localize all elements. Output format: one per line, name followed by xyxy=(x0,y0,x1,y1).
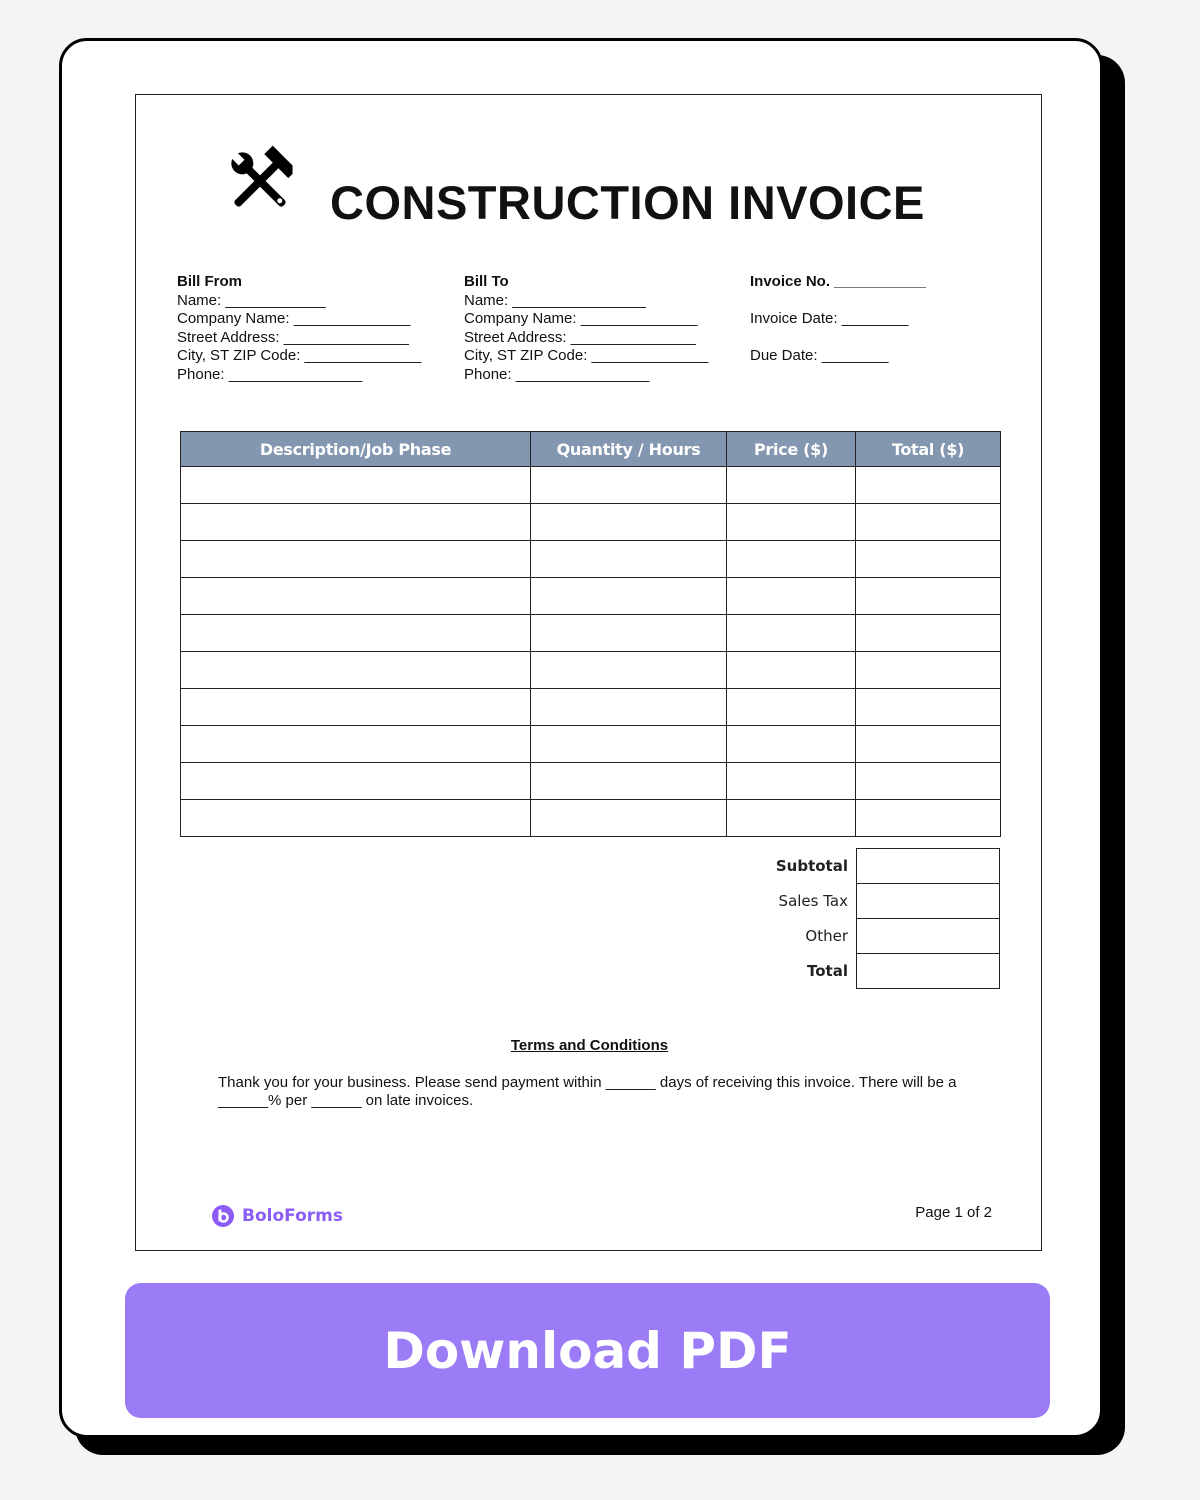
totals-table xyxy=(576,848,1000,989)
due-date: Due Date: ________ xyxy=(750,347,889,364)
bill-from-street: Street Address: _______________ xyxy=(177,328,409,346)
header-description: Description/Job Phase xyxy=(181,432,531,467)
table-cell[interactable] xyxy=(531,504,727,541)
table-cell[interactable] xyxy=(181,541,531,578)
table-cell[interactable] xyxy=(856,763,1001,800)
table-cell[interactable] xyxy=(181,467,531,504)
table-row xyxy=(181,652,1001,689)
table-cell[interactable] xyxy=(181,800,531,837)
table-row xyxy=(181,615,1001,652)
table-row xyxy=(181,504,1001,541)
items-table xyxy=(180,431,1001,837)
table-cell[interactable] xyxy=(856,800,1001,837)
bill-to-name: Name: ________________ xyxy=(464,291,646,309)
table-row xyxy=(181,689,1001,726)
table-cell[interactable] xyxy=(727,800,856,837)
table-cell[interactable] xyxy=(531,763,727,800)
bill-from-company: Company Name: ______________ xyxy=(177,310,411,327)
table-cell[interactable] xyxy=(727,541,856,578)
brand xyxy=(212,1205,343,1227)
table-cell[interactable] xyxy=(531,467,727,504)
table-cell[interactable] xyxy=(856,504,1001,541)
sales-tax-label: Sales Tax xyxy=(778,892,848,910)
invoice-title: CONSTRUCTION INVOICE xyxy=(330,176,925,229)
table-cell[interactable] xyxy=(531,615,727,652)
tools-icon xyxy=(220,143,300,219)
table-row xyxy=(181,578,1001,615)
bill-from-city: City, ST ZIP Code: ______________ xyxy=(177,347,422,364)
table-cell[interactable] xyxy=(856,726,1001,763)
items-header-row xyxy=(181,432,1001,467)
other-row xyxy=(576,919,1000,954)
terms-title: Terms and Conditions xyxy=(510,1037,669,1054)
bill-from-phone: Phone: ________________ xyxy=(177,365,363,383)
table-row xyxy=(181,467,1001,504)
bill-to-street: Street Address: _______________ xyxy=(464,328,696,346)
table-row xyxy=(181,800,1001,837)
table-cell[interactable] xyxy=(531,689,727,726)
table-cell[interactable] xyxy=(531,578,727,615)
table-cell[interactable] xyxy=(531,726,727,763)
table-cell[interactable] xyxy=(727,689,856,726)
boloforms-logo-icon xyxy=(212,1205,234,1227)
header-price: Price ($) xyxy=(727,432,856,467)
bill-to-company: Company Name: ______________ xyxy=(464,310,698,327)
bill-to-heading: Bill To xyxy=(464,273,509,290)
table-cell[interactable] xyxy=(181,504,531,541)
other-label: Other xyxy=(805,927,848,945)
table-cell[interactable] xyxy=(727,726,856,763)
header-total: Total ($) xyxy=(856,432,1001,467)
invoice-date: Invoice Date: ________ xyxy=(750,310,909,327)
other-cell xyxy=(857,919,1000,954)
table-cell[interactable] xyxy=(856,541,1001,578)
page-number: Page 1 of 2 xyxy=(915,1204,992,1221)
header-quantity: Quantity / Hours xyxy=(531,432,727,467)
total-cell xyxy=(857,954,1000,989)
invoice-page xyxy=(135,94,1042,1251)
table-cell[interactable] xyxy=(531,652,727,689)
table-cell[interactable] xyxy=(727,763,856,800)
table-cell[interactable] xyxy=(727,615,856,652)
table-cell[interactable] xyxy=(727,652,856,689)
table-cell[interactable] xyxy=(531,541,727,578)
bill-from-section xyxy=(177,273,421,384)
bill-from-name: Name: ____________ xyxy=(177,291,326,309)
total-row xyxy=(576,954,1000,989)
table-cell[interactable] xyxy=(531,800,727,837)
sales-tax-row xyxy=(576,884,1000,919)
subtotal-row xyxy=(576,849,1000,884)
table-cell[interactable] xyxy=(181,726,531,763)
terms-text: Thank you for your business. Please send payment within ______ days of receiving this invoice. There will be a ______% per ______ on late invoices. xyxy=(218,1074,957,1109)
bill-to-section xyxy=(464,273,708,384)
table-cell[interactable] xyxy=(181,652,531,689)
bill-to-city: City, ST ZIP Code: ______________ xyxy=(464,347,709,364)
items-body xyxy=(181,467,1001,837)
table-cell[interactable] xyxy=(856,652,1001,689)
table-cell[interactable] xyxy=(856,689,1001,726)
invoice-info-section xyxy=(750,273,926,384)
bill-to-phone: Phone: ________________ xyxy=(464,365,650,383)
table-cell[interactable] xyxy=(181,689,531,726)
table-cell[interactable] xyxy=(727,504,856,541)
table-row xyxy=(181,763,1001,800)
table-row xyxy=(181,541,1001,578)
subtotal-cell xyxy=(857,849,1000,884)
download-pdf-button[interactable]: Download PDF xyxy=(125,1283,1050,1418)
table-cell[interactable] xyxy=(727,578,856,615)
table-cell[interactable] xyxy=(856,615,1001,652)
table-cell[interactable] xyxy=(727,467,856,504)
table-row xyxy=(181,726,1001,763)
brand-name: BoloForms xyxy=(242,1206,343,1226)
invoice-number: Invoice No. ___________ xyxy=(750,273,926,290)
table-cell[interactable] xyxy=(181,615,531,652)
subtotal-label: Subtotal xyxy=(775,857,848,875)
bill-from-heading: Bill From xyxy=(177,273,243,290)
table-cell[interactable] xyxy=(856,467,1001,504)
sales-tax-cell xyxy=(857,884,1000,919)
table-cell[interactable] xyxy=(181,578,531,615)
table-cell[interactable] xyxy=(856,578,1001,615)
total-label: Total xyxy=(807,962,848,980)
table-cell[interactable] xyxy=(181,763,531,800)
